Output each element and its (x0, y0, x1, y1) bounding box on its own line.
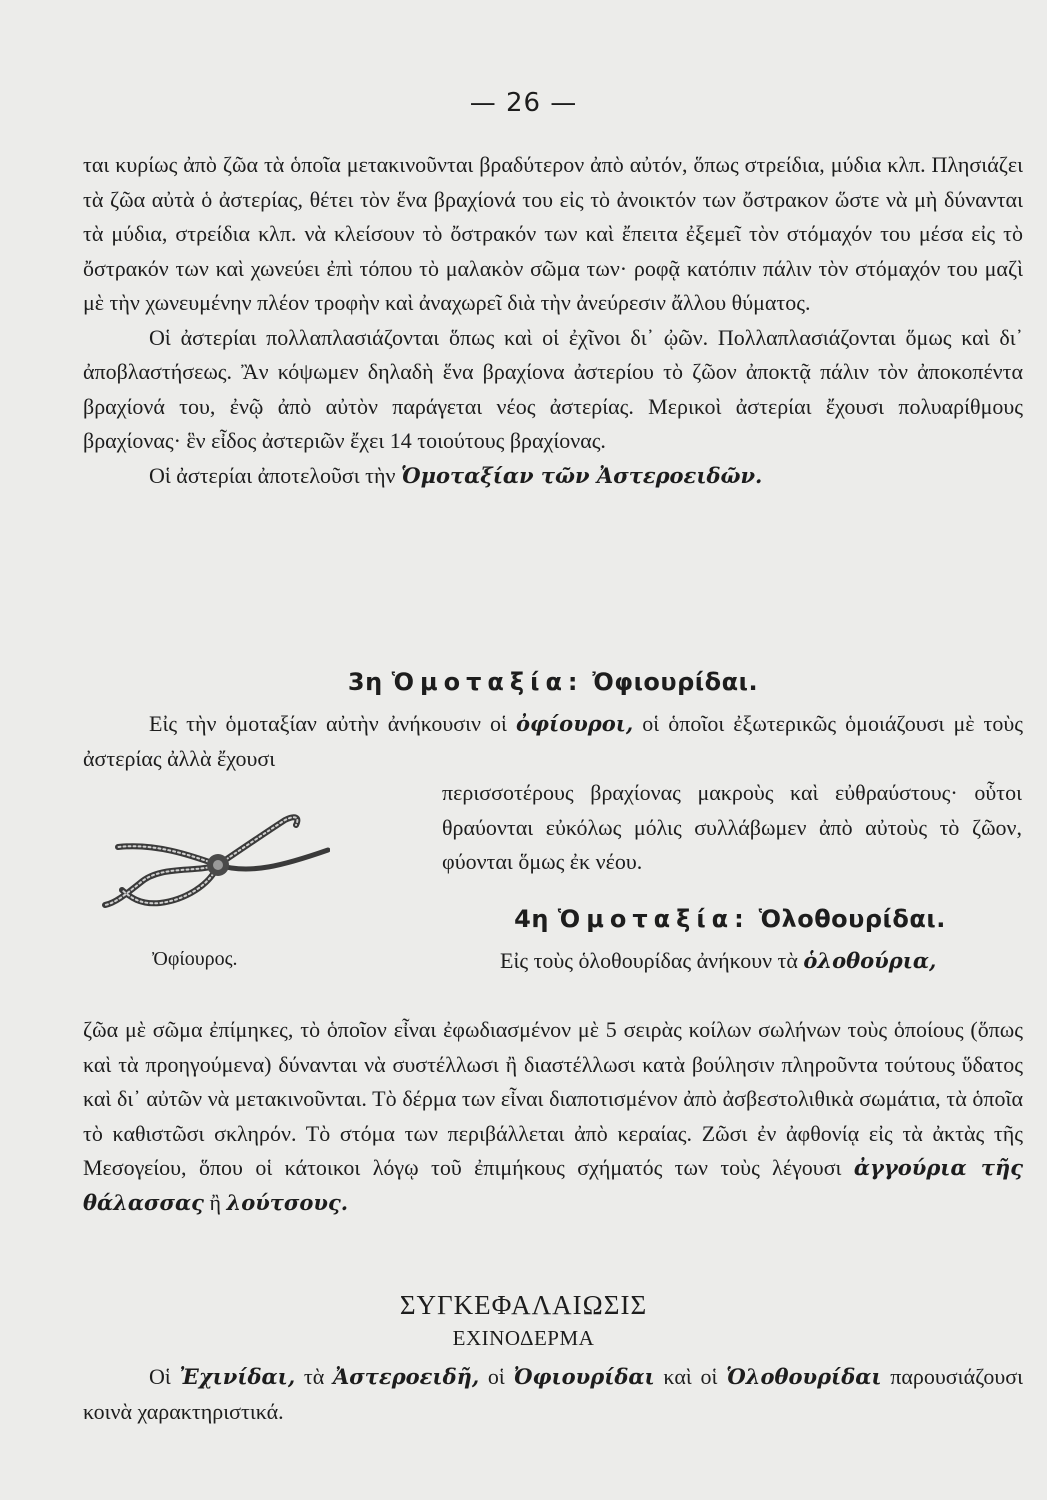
term-ophiouridae: Ὀφιουρίδαι (513, 1364, 655, 1389)
summary-text (83, 1360, 1023, 1429)
term-holothouridae: Ὁλοθουρίδαι (726, 1364, 882, 1389)
heading-holothuroidea: 4η Ὁμοταξία: Ὁλοθουρίδαι. (514, 905, 946, 933)
holothuroidea-text-full (83, 1013, 1023, 1220)
main-text (83, 148, 1023, 493)
term-echinidae: Ἐχινίδαι, (179, 1364, 296, 1389)
term-asteroeide: Ἀστεροειδῆ, (333, 1364, 480, 1389)
term-holothouria: ὁλοθούρια, (803, 948, 937, 973)
holothuroidea-text-wrap (440, 944, 1023, 979)
paragraph-ophiuroidea-rest: περισσοτέρους βραχίονας μακροὺς καὶ εὐθραύστους· οὗτοι θραύονται εὐκόλως μόλις συλλάβωμεν ἀπὸ αὐτοὺς τὸ ζῶον, φύονται ὅμως ἐκ νέου. (442, 780, 1022, 874)
paragraph-reproduction: Οἱ ἀστερίαι πολλαπλασιάζονται ὅπως καὶ οἱ ἐχῖνοι δι᾿ ᾠῶν. Πολλαπλασιάζονται ὅμως καὶ δι᾿ ἀποβλαστήσεως. Ἂν κόψωμεν δηλαδὴ ἕνα βραχίονα ἀστερίου τὸ ζῶον ἀποκτᾷ πάλιν τὸν ἀποκοπέντα βραχίονά του, ἐνῷ ἀπὸ αὐτὸν παράγεται νέος ἀστερίας. Μερικοὶ ἀστερίαι ἔχουσι πολυαρίθμους βραχίονας· ἓν εἶδος ἀστεριῶν ἔχει 14 τοιούτους βραχίονας. (83, 324, 1023, 453)
summary-subtitle: ΕΧΙΝΟΔΕΡΜΑ (452, 1326, 595, 1350)
figure-caption: Ὀφίουρος. (152, 948, 238, 970)
paragraph-summary: Οἱ Ἐχινίδαι, τὰ Ἀστεροειδῆ, οἱ Ὀφιουρίδαι καὶ οἱ Ὁλοθουρίδαι παρουσιάζουσι κοινὰ χαρακτηριστικά. (83, 1364, 1024, 1424)
paragraph-holothuroidea-continued: ζῶα μὲ σῶμα ἐπίμηκες, τὸ ὁποῖον εἶναι ἐφωδιασμένον μὲ 5 σειρὰς κοίλων σωλήνων τοὺς ὁποίους (ὅπως καὶ τὰ προηγούμενα) δύνανται νὰ συστέλλωσι ἢ διαστέλλωσι κατὰ βούλησιν πληροῦντα τούτους ὕδατος καὶ δι᾿ αὐτῶν νὰ μετακινοῦνται. Τὸ δέρμα των εἶναι διαποτισμένον ἀπὸ ἀσβεστολιθικὰ σωμάτια, τὰ ὁποῖα τὸ καθιστῶσι σκληρόν. Τὸ στόμα των περιβάλλεται ἀπὸ κεραίας. Ζῶσι ἐν ἀφθονίᾳ εἰς τὰ ἀκτὰς τῆς Μεσογείου, ὅπου οἱ κάτοικοι λόγῳ τοῦ ἐπιμήκους σχήματός των τοὺς λέγουσι ἀγγούρια τῆς θάλασσας ἢ λούτσους. (83, 1017, 1023, 1215)
paragraph-class-asteroidea: Οἱ ἀστερίαι ἀποτελοῦσι τὴν Ὁμοταξίαν τῶν Ἀστεροειδῶν. (149, 462, 763, 488)
ophiuroidea-text-top (83, 707, 1023, 776)
summary-title: ΣΥΓΚΕΦΑΛΑΙΩΣΙΣ (399, 1290, 648, 1320)
paragraph-ophiuroidea-continued (442, 776, 1022, 880)
heading-ophiuroidea: 3η Ὁμοταξία: Ὀφιουρίδαι. (347, 668, 759, 696)
term-sea-cucumbers: ἀγγούρια τῆς θάλασσας (83, 1155, 1023, 1215)
term-ophiuroi: ὀφίουροι, (516, 711, 634, 736)
page-number: — 26 — (469, 88, 578, 118)
paragraph-holothuroidea: Εἰς τοὺς ὁλοθουρίδας ἀνήκουν τὰ ὁλοθούρια, (500, 948, 937, 973)
paragraph-ophiuroidea: Εἰς τὴν ὁμοταξίαν αὐτὴν ἀνήκουσιν οἱ ὀφίουροι, οἱ ὁποῖοι ἐξωτερικῶς ὁμοιάζουσι μὲ τοὺς ἀστερίας ἀλλὰ ἔχουσι (83, 711, 1024, 771)
ophiuroidea-text-wrap (442, 776, 1022, 880)
brittle-star-illustration (100, 795, 330, 935)
term-asteroidea: Ὁμοταξίαν τῶν Ἀστεροειδῶν. (400, 462, 763, 488)
paragraph-feeding: ται κυρίως ἀπὸ ζῶα τὰ ὁποῖα μετακινοῦνται βραδύτερον ἀπὸ αὐτόν, ὅπως στρείδια, μύδια κλπ. Πλησιάζει τὰ ζῶα αὐτὰ ὁ ἀστερίας, θέτει τὸν ἕνα βραχίονά του εἰς τὸ ἀνοικτόν των ὄστρακον ὥστε νὰ μὴ δύνανται τὰ μύδια, στρείδια κλπ. νὰ κλείσουν τὸ ὄστρακόν των καὶ ἔπειτα ἐξεμεῖ τὸν στόμαχόν του μέσα εἰς τὸ ὄστρακόν των καὶ χωνεύει ἐπὶ τόπου τὸ μαλακὸν σῶμα των· ροφᾷ κατόπιν πάλιν τὸν στόμαχόν του μαζὶ μὲ τὴν χωνευμένην πλέον τροφὴν καὶ ἀναχωρεῖ διὰ τὴν ἀνεύρεσιν ἄλλου θύματος. (83, 152, 1023, 315)
term-loutsoi: λούτσους. (226, 1189, 349, 1215)
